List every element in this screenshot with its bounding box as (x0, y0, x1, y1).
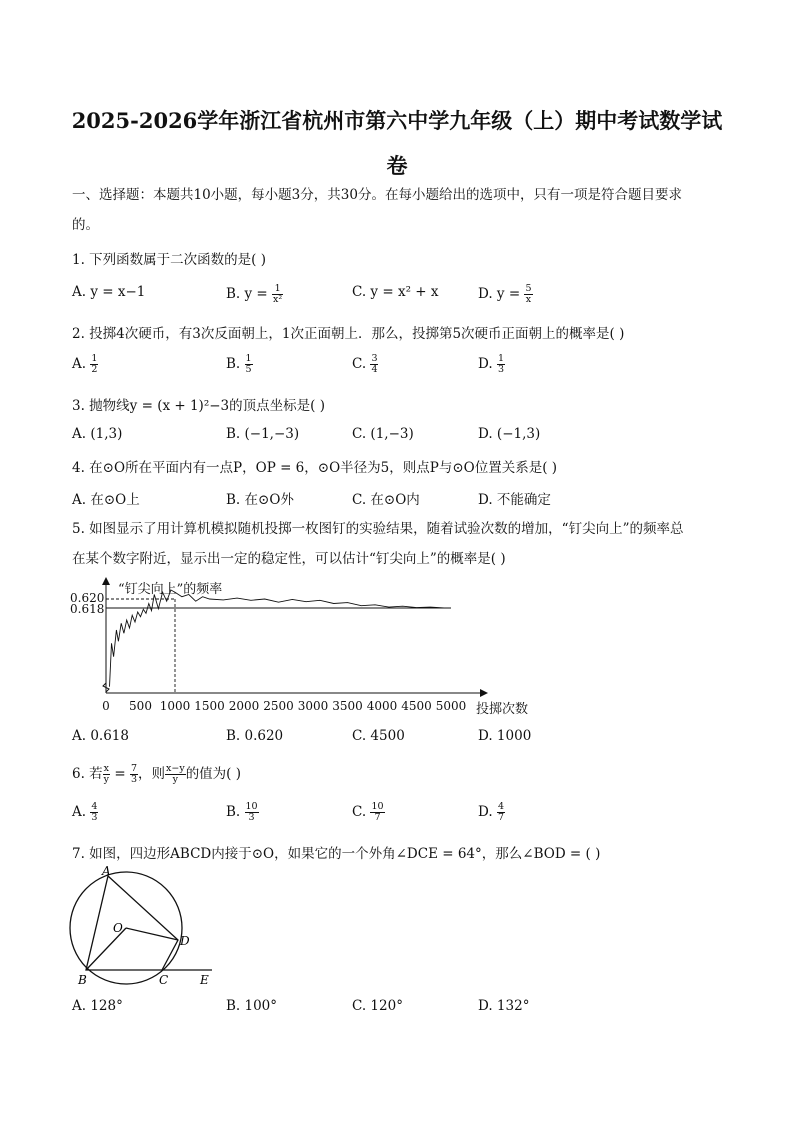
q6-fraction-x-over-y (103, 764, 110, 785)
q6-option-d-fraction (497, 802, 505, 823)
q6-fraction-target (165, 764, 186, 785)
q2-option-b[interactable] (226, 354, 253, 375)
y-axis-arrow (102, 577, 110, 585)
q2-option-a[interactable] (72, 354, 98, 375)
x-axis-arrow (480, 689, 488, 697)
q3-option-b[interactable]: B. (−1,−3) (226, 426, 300, 442)
q5-option-d[interactable]: D. 1000 (478, 728, 532, 744)
q4-option-b[interactable]: B. 在⊙O外 (226, 492, 294, 508)
label-e: E (200, 973, 209, 987)
q7-option-a[interactable]: A. 128° (72, 998, 123, 1014)
fraction-numerator: 10 (371, 801, 384, 812)
fraction-numerator: 10 (245, 801, 258, 812)
q1-option-d-prefix: D. y = (478, 286, 525, 302)
option-letter: C. (352, 356, 371, 372)
q5-option-a[interactable]: A. 0.618 (72, 728, 129, 744)
q1-option-d-fraction (524, 284, 532, 305)
label-c: C (159, 973, 169, 987)
option-letter: B. (226, 804, 245, 820)
q1-option-b[interactable] (226, 284, 283, 305)
chart-title: “钉尖向上”的频率 (118, 582, 223, 597)
option-letter: D. (478, 804, 497, 820)
q5-option-c[interactable]: C. 4500 (352, 728, 405, 744)
q6-option-a[interactable] (72, 802, 98, 823)
fraction-denominator: 7 (497, 812, 504, 823)
x-tick-label: 500 (129, 699, 152, 713)
q2-option-c[interactable] (352, 354, 378, 375)
q7-option-b[interactable]: B. 100° (226, 998, 278, 1014)
label-b: B (78, 973, 87, 987)
q2-option-b-fraction (245, 354, 253, 375)
x-tick-label: 4000 (366, 699, 398, 713)
label-d: D (180, 934, 190, 948)
fraction-numerator: 1 (497, 353, 504, 364)
chart-series (110, 590, 452, 687)
chart-x-axis-label: 投掷次数 (476, 702, 529, 717)
x-tick-label: 1500 (194, 699, 225, 713)
fraction-denominator: x (525, 294, 532, 305)
x-tick-label: 1000 (159, 699, 191, 713)
q6-option-c-fraction (370, 802, 384, 823)
q6-option-b[interactable] (226, 802, 259, 823)
q6-equals: = (110, 766, 130, 782)
title-line-1: 2025-2026学年浙江省杭州市第六中学九年级（上）期中考试数学试 (71, 108, 723, 133)
option-letter: C. (352, 804, 371, 820)
q5-stem-line-1: 5. 如图显示了用计算机模拟随机投掷一枚图钉的实验结果，随着试验次数的增加，“钉尖向上”的频率总 (72, 521, 684, 537)
exam-title (60, 98, 734, 188)
chart-axes (70, 577, 488, 713)
q6-middle: ，则 (138, 766, 165, 782)
fraction-numerator: 7 (130, 763, 137, 774)
x-tick-label: 3000 (297, 699, 329, 713)
title-line-2: 卷 (386, 153, 408, 178)
q1-option-a[interactable]: A. y = x−1 (72, 284, 146, 300)
q7-stem: 7. 如图，四边形ABCD内接于⊙O，如果它的一个外角∠DCE = 64°，那么∠BOD = ( ) (72, 846, 601, 862)
section-1-line-2: 的。 (72, 217, 99, 233)
x-tick-label: 4500 (401, 699, 432, 713)
fraction-denominator: y (172, 774, 179, 785)
q6-option-b-fraction (245, 802, 259, 823)
fraction-denominator: 7 (374, 812, 381, 823)
q2-option-c-fraction (370, 354, 378, 375)
frequency-series-line (110, 590, 452, 687)
section-1-instructions (72, 180, 722, 240)
q2-option-d-fraction (497, 354, 505, 375)
q2-stem: 2. 投掷4次硬币，有3次反面朝上，1次正面朝上．那么，投掷第5次硬币正面朝上的概率是( ) (72, 326, 625, 342)
q6-suffix: 的值为( ) (185, 766, 242, 782)
q4-stem: 4. 在⊙O所在平面内有一点P，OP = 6，⊙O半径为5，则点P与⊙O位置关系是( ) (72, 460, 558, 476)
fraction-denominator: 4 (371, 364, 378, 375)
fraction-numerator: 5 (525, 283, 532, 294)
q6-option-c[interactable] (352, 802, 385, 823)
q2-option-a-fraction (90, 354, 98, 375)
q5-stem-line-2: 在某个数字附近，显示出一定的稳定性，可以估计“钉尖向上”的概率是( ) (72, 551, 506, 567)
q7-option-c[interactable]: C. 120° (352, 998, 403, 1014)
fraction-numerator: 1 (91, 353, 98, 364)
segment-od (126, 928, 178, 940)
fraction-denominator: 5 (245, 364, 252, 375)
section-1-line-1: 一、选择题：本题共10小题，每小题3分，共30分。在每小题给出的选项中，只有一项是符合题目要求 (72, 187, 682, 203)
q3-option-c[interactable]: C. (1,−3) (352, 426, 414, 442)
frequency-chart (68, 576, 548, 720)
q1-option-c[interactable]: C. y = x² + x (352, 284, 439, 300)
option-letter: A. (72, 804, 91, 820)
fraction-numerator: 4 (497, 801, 504, 812)
fraction-denominator: y (103, 774, 110, 785)
q4-option-d[interactable]: D. 不能确定 (478, 492, 551, 508)
q3-option-a[interactable]: A. (1,3) (72, 426, 123, 442)
fraction-numerator: 4 (91, 801, 98, 812)
fraction-numerator: 1 (245, 353, 252, 364)
q4-option-a[interactable]: A. 在⊙O上 (72, 492, 140, 508)
q2-option-d[interactable] (478, 354, 505, 375)
fraction-denominator: x² (273, 294, 283, 305)
q3-option-d[interactable]: D. (−1,3) (478, 426, 541, 442)
fraction-denominator: 3 (248, 812, 255, 823)
q5-stem (72, 514, 722, 574)
q1-stem: 1. 下列函数属于二次函数的是( ) (72, 252, 266, 268)
y-tick-label: 0.618 (70, 602, 105, 616)
q7-option-d[interactable]: D. 132° (478, 998, 530, 1014)
x-tick-label: 3500 (332, 699, 363, 713)
x-tick-label: 2500 (263, 699, 294, 713)
fraction-numerator: 3 (371, 353, 378, 364)
x-tick-label: 0 (102, 699, 110, 713)
q6-prefix: 6. 若 (72, 766, 103, 782)
fraction-denominator: 3 (91, 812, 98, 823)
y-tick-label: 0.620 (70, 591, 105, 605)
fraction-numerator: x−y (166, 763, 185, 774)
x-tick-label: 2000 (228, 699, 260, 713)
option-letter: D. (478, 356, 497, 372)
fraction-denominator: 3 (497, 364, 504, 375)
q1-option-d[interactable] (478, 284, 533, 305)
fraction-denominator: 2 (91, 364, 98, 375)
label-a: A (102, 866, 111, 878)
q1-option-b-prefix: B. y = (226, 286, 273, 302)
option-letter: B. (226, 356, 245, 372)
q6-option-a-fraction (90, 802, 98, 823)
q5-option-b[interactable]: B. 0.620 (226, 728, 284, 744)
q6-stem (72, 762, 241, 785)
fraction-numerator: x (103, 763, 110, 774)
x-tick-label: 5000 (435, 699, 467, 713)
q3-stem: 3. 抛物线y = (x + 1)²−3的顶点坐标是( ) (72, 398, 325, 414)
fraction-denominator: 3 (130, 774, 137, 785)
q1-option-b-fraction (272, 284, 283, 305)
q6-fraction-7-over-3 (130, 764, 138, 785)
fraction-numerator: 1 (272, 284, 283, 295)
label-o: O (113, 921, 123, 935)
q6-option-d[interactable] (478, 802, 505, 823)
q4-option-c[interactable]: C. 在⊙O内 (352, 492, 420, 508)
option-letter: A. (72, 356, 91, 372)
q7-circle-figure (66, 866, 226, 992)
